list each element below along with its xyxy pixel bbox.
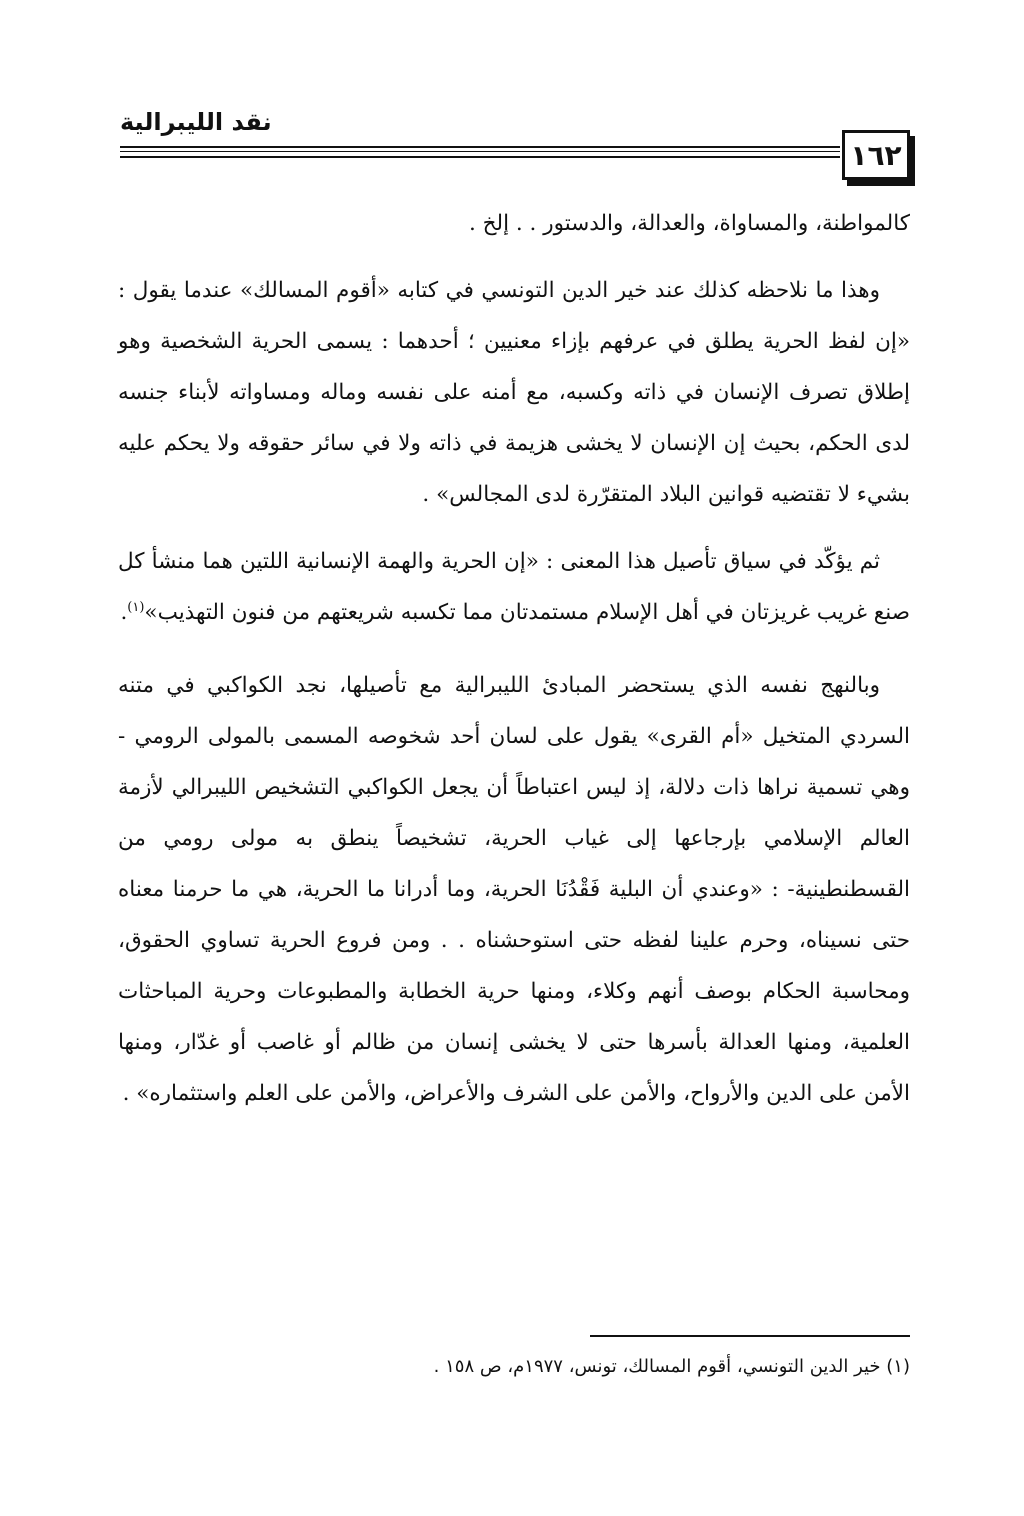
paragraph-tunisi-quote: وهذا ما نلاحظه كذلك عند خير الدين التونسي في كتابه «أقوم المسالك» عندما يقول : «إن لفظ الحرية يطلق في عرفهم بإزاء معنيين ؛ أحدهما : يسمى الحرية الشخصية وهو إطلاق تصرف الإنسان في ذاته وكسبه، مع أمنه على نفسه وماله ومساواته لأبناء جنسه لدى الحكم، بحيث إن الإنسان لا يخشى هزيمة في ذاته ولا في سائر حقوقه ولا يحكم عليه بشيء لا تقتضيه قوانين البلاد المتقرّرة لدى المجالس» . bbox=[118, 278, 910, 507]
running-title: نقد الليبرالية bbox=[120, 108, 272, 136]
paragraph-tasil-text: ثم يؤكّد في سياق تأصيل هذا المعنى : «إن الحرية والهمة الإنسانية اللتين هما منشأ كل صنع غريب غريزتان في أهل الإسلام مستمدتان مما تكسبه شريعتهم من فنون التهذيب» bbox=[118, 549, 910, 625]
paragraph-kawakibi: وبالنهج نفسه الذي يستحضر المبادئ الليبرالية مع تأصيلها، نجد الكواكبي في متنه السردي المتخيل «أم القرى» يقول على لسان أحد شخوصه المسمى بالمولى الرومي - وهي تسمية نراها ذات دلالة، إذ ليس اعتباطاً أن يجعل الكواكبي التشخيص الليبرالي لأزمة العالم الإسلامي بإرجاعها إلى غياب الحرية، تشخيصاً ينطق به مولى رومي من القسطنطينية- : «وعندي أن البلية فَقْدُنَا الحرية، وما أدرانا ما الحرية، هي ما حرمنا معناه حتى نسيناه، وحرم علينا لفظه حتى استوحشناه . . ومن فروع الحرية تساوي الحقوق، ومحاسبة الحكام بوصف أنهم وكلاء، ومنها حرية الخطابة والمطبوعات وحرية المباحثات العلمية، ومنها العدالة بأسرها حتى لا يخشى إنسان من ظالم أو غاصب أو غدّار، ومنها الأمن على الدين والأرواح، والأمن على الشرف والأعراض، والأمن على العلم واستثماره» . bbox=[118, 673, 910, 1106]
page-header bbox=[120, 100, 910, 184]
footnote-reference[interactable]: (١) bbox=[127, 599, 145, 615]
header-rule bbox=[120, 146, 840, 148]
header-rule bbox=[120, 151, 840, 152]
paragraph-continuation: كالمواطنة، والمساواة، والعدالة، والدستور . . إلخ . bbox=[468, 211, 910, 236]
footnote-separator bbox=[590, 1335, 910, 1337]
footnote: (١) خير الدين التونسي، أقوم المسالك، تونس، ١٩٧٧م، ص ١٥٨ . bbox=[433, 1356, 910, 1377]
paragraph-tasil-end: . bbox=[120, 600, 128, 625]
page-number: ١٦٢ bbox=[842, 130, 910, 180]
header-rule bbox=[120, 156, 840, 158]
paragraph-tasil bbox=[118, 536, 910, 638]
page-body bbox=[118, 198, 910, 1119]
